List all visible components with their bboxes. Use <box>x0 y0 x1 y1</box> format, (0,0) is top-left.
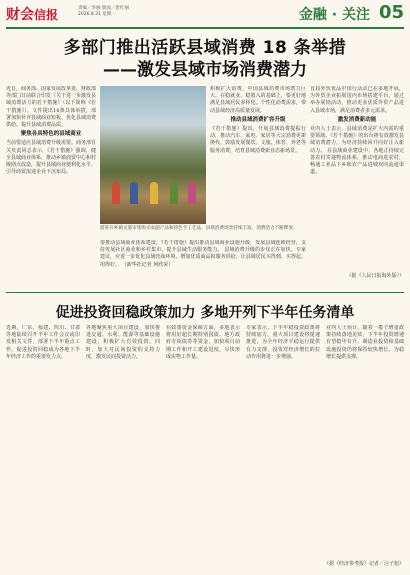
article1-para: 要推动县域商业体系建设，《若干措施》提出推动县域商业设施升级，发展县域连锁经营，支持发展社区商业和乡村集市，提升县域生活服务能力。 <box>100 240 306 254</box>
article2-column-4: 专家表示，下半年稳投资政策将持续加力，重大项目建设将提速推进，为全年经济平稳运行提供有力支撑，投资对经济增长的拉动作用将进一步增强。 <box>246 325 320 360</box>
editor-line: 责编／李丽 版面／唐红丽 <box>78 6 129 11</box>
article1-column-2 <box>210 86 306 224</box>
issue-meta <box>78 6 129 18</box>
issue-date: 2026.8.31 星期一 <box>78 12 116 17</box>
photo-caption: 游客在乡镇文旅市集购买农副产品和特色手工艺品，县域消费场景持续丰富，消费活力不断释放。 <box>100 226 298 231</box>
article2-column-2: 各地聚焦重大项目建设，加快推进交通、水利、能源等基础设施建设，积极扩大有效投资。同时，加大对民间投资的支持力度，激发民间投资活力。 <box>86 325 160 360</box>
article2-title: 促进投资回稳政策加力 多地开列下半年任务清单 <box>55 305 355 321</box>
article2-column-1: 近期，广东、福建、四川、甘肃等地陆续召开半年工作会议或印发相关文件，部署下半年重点工作。促进投资回稳成为各地下半年经济工作的重要发力点。 <box>6 325 80 360</box>
article1-column-1 <box>6 86 96 289</box>
article2-column-5: 业内人士预计，随着一揽子增量政策持续落地见效，下半年投资增速有望稳中有升，制造业投资和基础设施投资仍将保持较快增长，为稳增长提供支撑。 <box>326 325 404 360</box>
article1-lead: 近日，商务部、国家发展改革委、财政部等部门日前联合印发《关于进一步激发县域消费活力的若干措施》（以下简称《若干措施》）。文件提出18条具体举措，部署加快补齐县域商业短板、优化县域消费供给、提升县域消费品质。 <box>6 86 96 129</box>
article2-credit: （据《经济参考报》记者／汪子旭） <box>323 561 404 567</box>
article1-para: 首届外贸优品中国行活动已在多地开展，为外贸企业拓展国内市场搭建平台。通过举办展销活动，推动更多优质外贸产品进入县域市场，满足消费者多元需求。 <box>310 86 404 114</box>
article1-para: 县域消费升级的步伐正在加快。专家建议，应进一步优化县域营商环境，增加优质商品和服务供给，让县域居民买得到、买得起、用得好。 <box>100 247 306 268</box>
article1-para: 业内人士表示，县域消费是扩大内需的重要领域。《若干措施》的出台将有效激发县域消费潜力，为经济持续回升向好注入新动力。 <box>310 126 404 154</box>
article1-subtitle: ——激发县域市场消费潜力 <box>103 60 307 80</box>
article1-para: 在县域商业建设中，各地正持续完善农村寄递物流体系，推动电商进农村，畅通工业品下乡和农产品进城双向流通渠道。 <box>310 147 404 176</box>
article1-byline: （新华社记者 何欣荣） <box>121 261 174 268</box>
article1-para: 当前要适应县域消费升级需要。商务部有关负责同志表示，《若干措施》强调，健全县域商业体系，推动乡镇商贸中心和村级网点改造，提升县域商业便利化水平，引导商贸流通企业下沉布局。 <box>6 140 96 176</box>
article1-para: 《若干措施》提出，开展县域消费提振行动，推动汽车、家电、家居等大宗消费更新换代，鼓励发展餐饮、文旅、体育、养老等服务消费，培育县域消费新业态新场景。 <box>210 126 306 154</box>
section-name: 金融 · 关注 <box>298 7 370 23</box>
page-header <box>0 0 410 30</box>
article1-subhead-3: 激发消费新动能 <box>337 116 377 123</box>
article1-para: 积极扩大消费，中国县域消费市场潜力巨大。在稳就业、稳收入的基础上，要更好地满足县域居民多样化、个性化消费需求，带动县域经济高质量发展。 <box>210 86 306 114</box>
article2-column-3: 在政策资金保障方面，多地表示将用好超长期特别国债、地方政府专项债券等资金，加快项目前期工作和开工建设进度，尽快形成实物工作量。 <box>166 325 240 360</box>
article-divider <box>6 292 404 293</box>
page-number: 05 <box>378 2 404 23</box>
article1-subhead-2: 推动县域消费扩容升级 <box>230 116 286 123</box>
article1-column-3 <box>310 86 404 272</box>
article1-credit: （据《人民日报海外版》） <box>346 273 404 279</box>
article1-title: 多部门推出活跃县域消费 18 条举措 <box>63 38 347 58</box>
newspaper-logo: 财会信报 <box>6 7 59 23</box>
market-photo <box>100 86 206 224</box>
article1-subhead-1: 聚焦各具特色的县域商业 <box>20 131 82 138</box>
article1-column-4 <box>100 240 306 289</box>
header-rule <box>6 27 404 29</box>
